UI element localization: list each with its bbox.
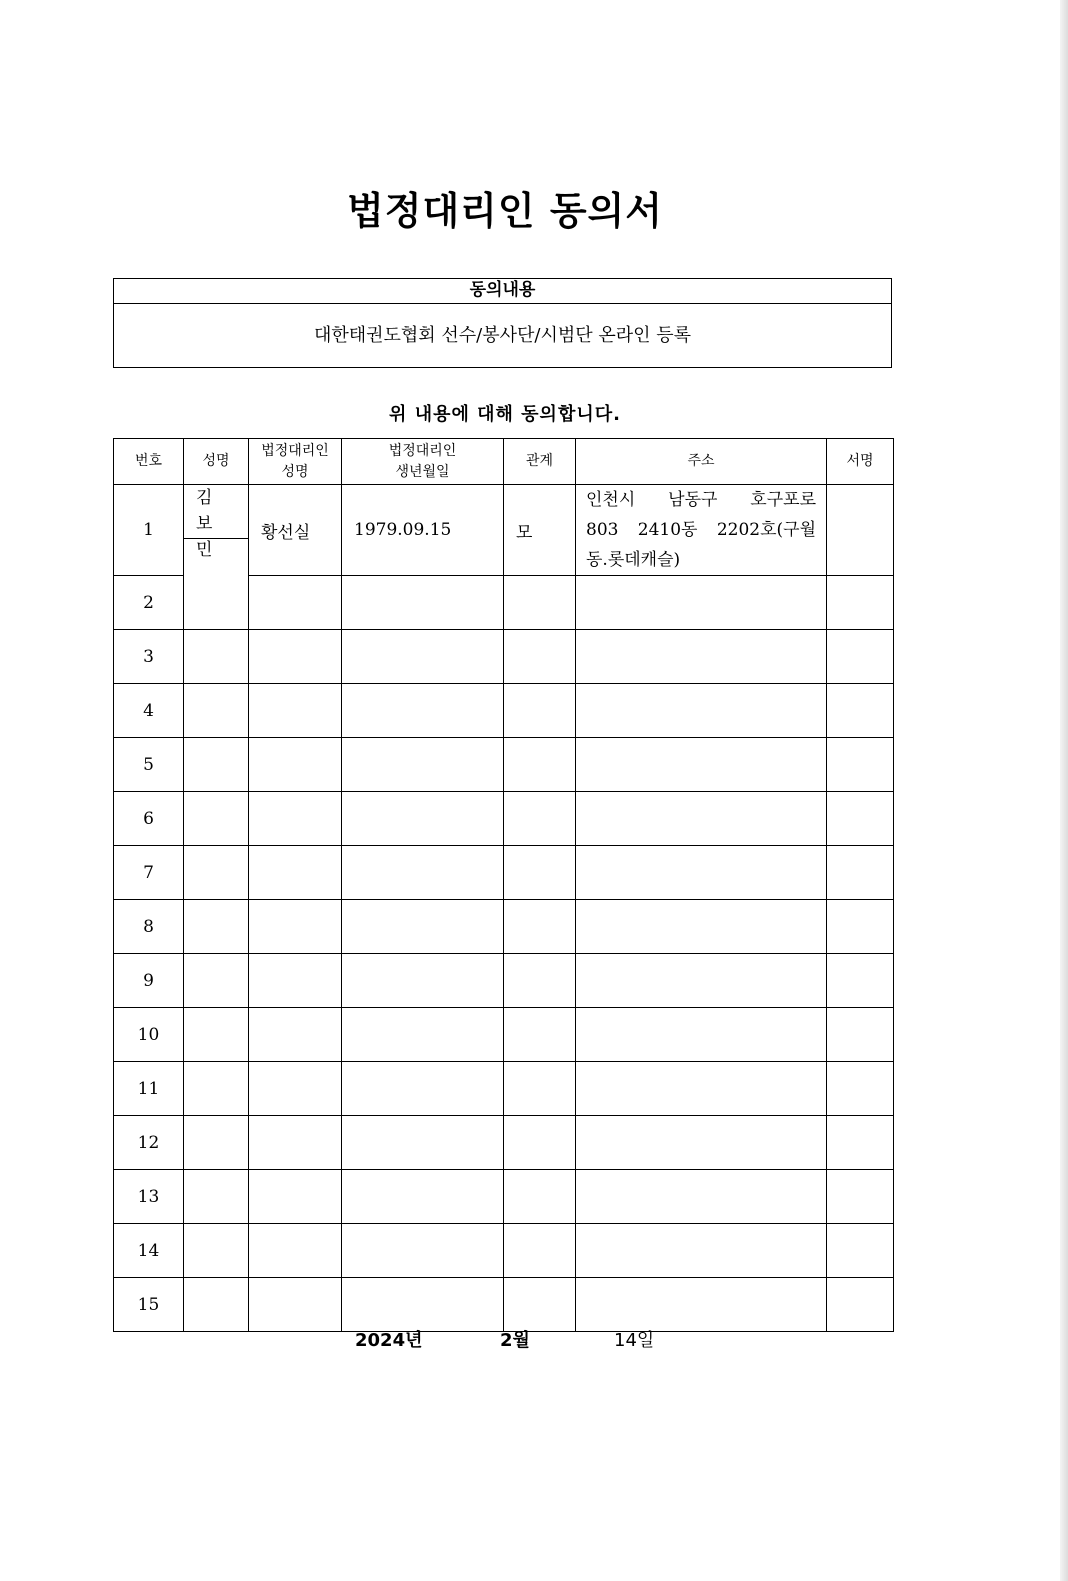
cell-guardian-name[interactable] xyxy=(249,1170,342,1224)
table-row xyxy=(114,485,894,576)
cell-address[interactable] xyxy=(576,1278,827,1332)
cell-signature[interactable] xyxy=(827,1170,894,1224)
cell-address[interactable] xyxy=(576,846,827,900)
cell-signature[interactable] xyxy=(827,1008,894,1062)
cell-guardian-birth[interactable] xyxy=(342,954,504,1008)
cell-no: 9 xyxy=(114,954,184,1008)
header-name: 성명 xyxy=(184,439,249,485)
cell-guardian-name[interactable] xyxy=(249,792,342,846)
cell-name xyxy=(184,485,249,630)
cell-guardian-name[interactable] xyxy=(249,846,342,900)
cell-guardian-name[interactable] xyxy=(249,900,342,954)
cell-no: 7 xyxy=(114,846,184,900)
cell-no: 12 xyxy=(114,1116,184,1170)
cell-no: 8 xyxy=(114,900,184,954)
cell-relation[interactable] xyxy=(504,630,576,684)
header-relation: 관계 xyxy=(504,439,576,485)
cell-address[interactable] xyxy=(576,1062,827,1116)
cell-relation[interactable] xyxy=(504,954,576,1008)
cell-relation[interactable] xyxy=(504,1008,576,1062)
consent-body: 대한태권도협회 선수/봉사단/시범단 온라인 등록 xyxy=(313,325,692,346)
table-row xyxy=(114,900,894,954)
cell-relation[interactable] xyxy=(504,576,576,630)
name-line2: 민 xyxy=(196,540,227,560)
cell-name[interactable] xyxy=(184,1116,249,1170)
cell-relation[interactable] xyxy=(504,1116,576,1170)
cell-guardian-birth[interactable] xyxy=(342,684,504,738)
cell-signature[interactable] xyxy=(827,1116,894,1170)
cell-signature[interactable] xyxy=(827,792,894,846)
header-guardian-birth xyxy=(342,439,504,485)
date-row xyxy=(0,1326,1068,1352)
cell-name[interactable] xyxy=(184,846,249,900)
cell-guardian-birth[interactable] xyxy=(342,1170,504,1224)
cell-signature[interactable] xyxy=(827,485,894,576)
date-day: 14일 xyxy=(614,1330,655,1351)
cell-signature[interactable] xyxy=(827,1224,894,1278)
table-row xyxy=(114,1278,894,1332)
table-row xyxy=(114,1224,894,1278)
cell-guardian-birth[interactable] xyxy=(342,1008,504,1062)
cell-name[interactable] xyxy=(184,738,249,792)
header-no: 번호 xyxy=(114,439,184,485)
date-month: 2월 xyxy=(500,1330,530,1351)
cell-guardian-name[interactable] xyxy=(249,1116,342,1170)
cell-relation[interactable] xyxy=(504,1170,576,1224)
cell-no: 14 xyxy=(114,1224,184,1278)
cell-address[interactable] xyxy=(576,1008,827,1062)
cell-relation[interactable] xyxy=(504,900,576,954)
cell-relation[interactable] xyxy=(504,792,576,846)
cell-no: 10 xyxy=(114,1008,184,1062)
cell-guardian-name[interactable] xyxy=(249,954,342,1008)
cell-relation[interactable] xyxy=(504,846,576,900)
table-row xyxy=(114,738,894,792)
table-row xyxy=(114,954,894,1008)
header-signature: 서명 xyxy=(827,439,894,485)
cell-signature[interactable] xyxy=(827,954,894,1008)
cell-signature[interactable] xyxy=(827,900,894,954)
cell-relation[interactable] xyxy=(504,684,576,738)
cell-address[interactable] xyxy=(576,1170,827,1224)
cell-guardian-birth[interactable] xyxy=(342,1224,504,1278)
cell-relation[interactable] xyxy=(504,1278,576,1332)
cell-guardian-name[interactable] xyxy=(249,576,342,630)
cell-address[interactable] xyxy=(576,1224,827,1278)
cell-address[interactable] xyxy=(576,900,827,954)
cell-signature[interactable] xyxy=(827,1278,894,1332)
name-line1: 김 보 xyxy=(196,488,227,534)
header-guardian-birth-l1: 법정대리인 xyxy=(388,442,457,459)
table-row xyxy=(114,684,894,738)
cell-signature[interactable] xyxy=(827,630,894,684)
cell-relation[interactable] xyxy=(504,1062,576,1116)
cell-guardian-name[interactable] xyxy=(249,1224,342,1278)
cell-no: 13 xyxy=(114,1170,184,1224)
agree-statement: 위 내용에 대해 동의합니다. xyxy=(389,404,621,425)
consent-header: 동의내용 xyxy=(114,279,891,304)
cell-guardian-name[interactable] xyxy=(249,630,342,684)
cell-address[interactable] xyxy=(576,738,827,792)
cell-name[interactable] xyxy=(184,792,249,846)
header-guardian-birth-l2: 생년월일 xyxy=(395,463,450,480)
table-row xyxy=(114,792,894,846)
cell-signature[interactable] xyxy=(827,684,894,738)
cell-address[interactable] xyxy=(576,792,827,846)
cell-signature[interactable] xyxy=(827,846,894,900)
table-row xyxy=(114,1170,894,1224)
cell-name[interactable] xyxy=(184,1224,249,1278)
cell-guardian-birth[interactable] xyxy=(342,576,504,630)
address-line2: 803 2410동 2202호(구월 xyxy=(586,520,816,540)
registration-table xyxy=(113,438,894,1332)
cell-no: 1 xyxy=(114,485,184,576)
cell-no: 5 xyxy=(114,738,184,792)
table-header-row xyxy=(114,439,894,485)
cell-name[interactable] xyxy=(184,684,249,738)
consent-box xyxy=(113,278,892,368)
cell-no: 3 xyxy=(114,630,184,684)
date-year: 2024년 xyxy=(355,1330,423,1351)
address-line3: 동.롯데캐슬) xyxy=(586,550,681,570)
table-row xyxy=(114,1062,894,1116)
cell-signature[interactable] xyxy=(827,576,894,630)
cell-no: 4 xyxy=(114,684,184,738)
cell-no: 11 xyxy=(114,1062,184,1116)
cell-address[interactable] xyxy=(576,954,827,1008)
cell-guardian-birth[interactable] xyxy=(342,846,504,900)
header-guardian-name xyxy=(249,439,342,485)
table-row xyxy=(114,1116,894,1170)
cell-no: 6 xyxy=(114,792,184,846)
cell-guardian-birth[interactable] xyxy=(342,630,504,684)
header-guardian-name-l2: 성명 xyxy=(281,463,309,480)
cell-signature[interactable] xyxy=(827,738,894,792)
cell-guardian-birth[interactable] xyxy=(342,1278,504,1332)
cell-guardian-birth[interactable] xyxy=(342,738,504,792)
cell-relation: 모 xyxy=(504,485,576,576)
cell-address xyxy=(576,485,827,576)
cell-name[interactable] xyxy=(184,1278,249,1332)
header-address: 주소 xyxy=(576,439,827,485)
cell-guardian-name[interactable] xyxy=(249,738,342,792)
cell-name[interactable] xyxy=(184,630,249,684)
cell-name[interactable] xyxy=(184,1008,249,1062)
table-row xyxy=(114,630,894,684)
cell-guardian-birth: 1979.09.15 xyxy=(342,485,504,576)
cell-relation[interactable] xyxy=(504,738,576,792)
cell-no: 15 xyxy=(114,1278,184,1332)
cell-name[interactable] xyxy=(184,1170,249,1224)
cell-name[interactable] xyxy=(184,954,249,1008)
header-guardian-name-l1: 법정대리인 xyxy=(261,442,329,459)
cell-no: 2 xyxy=(114,576,184,630)
table-row xyxy=(114,846,894,900)
cell-guardian-birth[interactable] xyxy=(342,1116,504,1170)
cell-guardian-name[interactable] xyxy=(249,1278,342,1332)
cell-guardian-birth[interactable] xyxy=(342,792,504,846)
cell-address[interactable] xyxy=(576,1116,827,1170)
cell-guardian-birth[interactable] xyxy=(342,900,504,954)
cell-relation[interactable] xyxy=(504,1224,576,1278)
cell-address[interactable] xyxy=(576,684,827,738)
document-title: 법정대리인 동의서 xyxy=(347,189,663,233)
cell-guardian-name[interactable] xyxy=(249,1008,342,1062)
cell-signature[interactable] xyxy=(827,1062,894,1116)
cell-address[interactable] xyxy=(576,630,827,684)
cell-name[interactable] xyxy=(184,1062,249,1116)
name-text xyxy=(184,485,248,560)
table-row xyxy=(114,1008,894,1062)
cell-name[interactable] xyxy=(184,900,249,954)
cell-guardian-birth[interactable] xyxy=(342,1062,504,1116)
cell-guardian-name[interactable] xyxy=(249,1062,342,1116)
cell-guardian-name[interactable] xyxy=(249,684,342,738)
address-line1: 인천시 남동구 호구포로 xyxy=(586,490,816,510)
cell-address[interactable] xyxy=(576,576,827,630)
cell-guardian-name: 황선실 xyxy=(249,485,342,576)
